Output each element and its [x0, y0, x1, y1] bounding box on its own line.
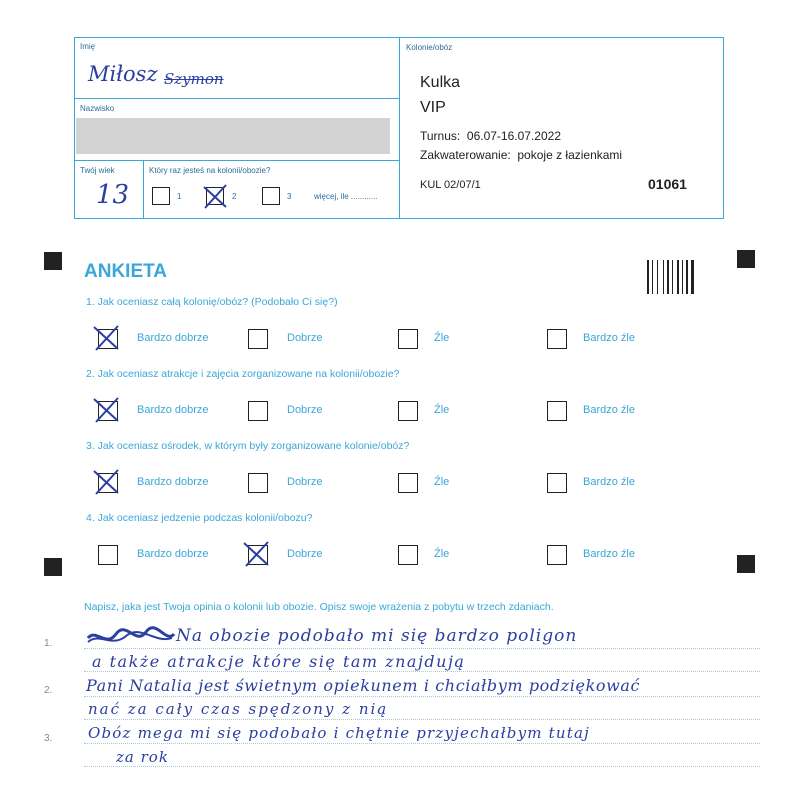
- rating-checkbox[interactable]: [547, 401, 567, 421]
- rating-option-label: Dobrze: [287, 548, 323, 560]
- barcode: [647, 260, 701, 294]
- rating-option-label: Bardzo dobrze: [137, 404, 209, 416]
- rating-checkbox[interactable]: [398, 401, 418, 421]
- ktory-check-mark: [200, 181, 230, 211]
- rating-checkbox[interactable]: [547, 473, 567, 493]
- header-line-3: [143, 160, 144, 218]
- dotted-line: [84, 696, 760, 697]
- rating-checkbox[interactable]: [398, 473, 418, 493]
- dotted-line: [84, 671, 760, 672]
- rating-checkbox[interactable]: [547, 329, 567, 349]
- rating-option-label: Dobrze: [287, 476, 323, 488]
- rating-option-label: Źle: [434, 404, 450, 416]
- rating-option-label: Źle: [434, 332, 450, 344]
- kolonia-type: VIP: [420, 99, 446, 116]
- dotted-line: [84, 766, 760, 767]
- line-number-1: 1.: [44, 638, 53, 649]
- rating-option-label: Bardzo źle: [583, 404, 635, 416]
- rating-checkbox[interactable]: [547, 545, 567, 565]
- corner-marker-mr: [737, 555, 755, 573]
- opinion-prompt: Napisz, jaka jest Twoja opinia o kolonii lub obozie. Opisz swoje wrażenia z pobytu w trzech zdaniach.: [84, 601, 554, 613]
- barcode-bar: [667, 260, 669, 294]
- handwriting-line-4: nać za cały czas spędzony z nią: [88, 700, 389, 718]
- rating-option-label: Bardzo źle: [583, 476, 635, 488]
- barcode-bar: [672, 260, 673, 294]
- handwriting-line-1: Na obozie podobało mi się bardzo poligon: [176, 626, 578, 646]
- line-number-3: 3.: [44, 733, 53, 744]
- turnus: Turnus: 06.07-16.07.2022: [420, 129, 561, 143]
- rating-option-label: Bardzo dobrze: [137, 332, 209, 344]
- barcode-bar: [663, 260, 664, 294]
- rating-option-label: Dobrze: [287, 404, 323, 416]
- ktory-checkbox-1[interactable]: [152, 187, 170, 205]
- rating-checkbox[interactable]: [248, 329, 268, 349]
- kolonia-code: KUL 02/07/1: [420, 179, 481, 191]
- nazwisko-redacted: [76, 118, 390, 154]
- question-text: 1. Jak oceniasz całą kolonię/obóz? (Podobało Ci się?): [86, 296, 338, 308]
- dotted-line: [84, 719, 760, 720]
- header-divider: [399, 37, 400, 218]
- header-line-1: [74, 98, 400, 99]
- rating-checkbox[interactable]: [398, 329, 418, 349]
- imie-struck: Szymon: [164, 70, 224, 88]
- dotted-line: [84, 743, 760, 744]
- zakwaterowanie: Zakwaterowanie: pokoje z łazienkami: [420, 148, 623, 162]
- ktory-raz-label: Który raz jesteś na kolonii/obozie?: [149, 166, 271, 175]
- corner-marker-tr: [737, 250, 755, 268]
- kolonie-label: Kolonie/obóz: [406, 43, 453, 52]
- handwriting-line-6: za rok: [116, 748, 169, 766]
- rating-checkbox[interactable]: [248, 473, 268, 493]
- barcode-bar: [647, 260, 649, 294]
- ktory-checkbox-3[interactable]: [262, 187, 280, 205]
- wiek-label: Twój wiek: [80, 166, 115, 175]
- barcode-bar: [686, 260, 688, 294]
- barcode-bar: [657, 260, 658, 294]
- handwriting-line-3: Pani Natalia jest świetnym opiekunem i chciałbym podziękować: [86, 676, 641, 695]
- header-line-2: [74, 160, 400, 161]
- barcode-bar: [682, 260, 683, 294]
- kolonia-name: Kulka: [420, 74, 461, 91]
- rating-option-label: Bardzo źle: [583, 548, 635, 560]
- barcode-bar: [652, 260, 653, 294]
- handwriting-line-2: a także atrakcje które się tam znajdują: [92, 652, 466, 671]
- dotted-line: [84, 648, 760, 649]
- rating-checkbox[interactable]: [248, 401, 268, 421]
- ktory-option-1: 1: [177, 192, 182, 201]
- barcode-bar: [691, 260, 694, 294]
- rating-checkbox[interactable]: [398, 545, 418, 565]
- ktory-option-2: 2: [232, 192, 237, 201]
- rating-option-label: Bardzo dobrze: [137, 476, 209, 488]
- question-text: 3. Jak oceniasz ośrodek, w którym były zorganizowane kolonie/obóz?: [86, 440, 410, 452]
- handwriting-line-5: Obóz mega mi się podobało i chętnie przyjechałbym tutaj: [88, 724, 590, 742]
- check-mark: [90, 321, 122, 353]
- check-mark: [90, 393, 122, 425]
- imie-label: Imię: [80, 42, 96, 51]
- rating-option-label: Bardzo dobrze: [137, 548, 209, 560]
- ktory-option-3: 3: [287, 192, 292, 201]
- nazwisko-label: Nazwisko: [80, 104, 115, 113]
- barcode-bar: [677, 260, 679, 294]
- line-number-2: 2.: [44, 685, 53, 696]
- imie-value: Miłosz: [88, 62, 158, 86]
- question-text: 2. Jak oceniasz atrakcje i zajęcia zorganizowane na kolonii/obozie?: [86, 368, 400, 380]
- question-text: 4. Jak oceniasz jedzenie podczas kolonii/obozu?: [86, 512, 313, 524]
- rating-option-label: Dobrze: [287, 332, 323, 344]
- rating-checkbox[interactable]: [98, 545, 118, 565]
- rating-option-label: Bardzo źle: [583, 332, 635, 344]
- check-mark: [90, 465, 122, 497]
- corner-marker-tl: [44, 252, 62, 270]
- rating-option-label: Źle: [434, 476, 450, 488]
- corner-marker-ml: [44, 558, 62, 576]
- scribble-mark: [86, 626, 176, 650]
- form-number: 01061: [648, 176, 687, 192]
- survey-title: ANKIETA: [84, 261, 168, 282]
- check-mark: [240, 537, 272, 569]
- rating-option-label: Źle: [434, 548, 450, 560]
- wiek-value: 13: [96, 180, 130, 210]
- wiecej-label: więcej, ile ............: [314, 192, 378, 201]
